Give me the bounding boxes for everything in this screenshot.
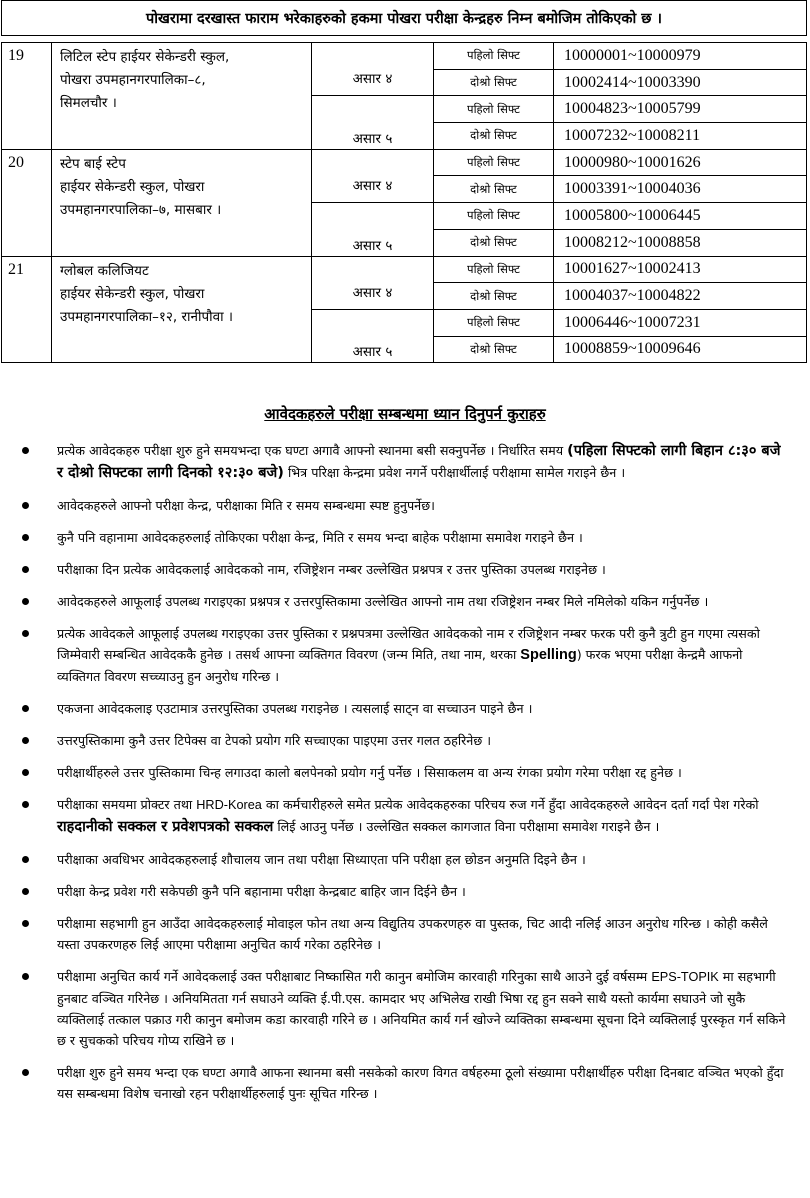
bullet-icon <box>22 856 29 863</box>
exam-date: असार ५ <box>312 96 434 149</box>
shift-name: दोश्रो सिफ्ट <box>434 336 554 363</box>
center-number: 19 <box>2 43 52 150</box>
bullet-icon <box>22 598 29 605</box>
instruction-text: प्रत्येक आवेदकले आफूलाई उपलब्ध गराइएका उत्तर पुस्तिका र प्रश्नपत्रमा उल्लेखित आवेदकको नाम र रजिष्ट्रेशन नम्बर फरक परी कुनै त्रुटी हुन गएमा त्यसको जिम्मेवारी सम्बन्धित आवेदककै हुनेछ । तसर्थ आफ्ना व्यक्तिगत विवरण (जन्म मिति, तथा नाम, थरका <box>57 626 760 662</box>
instruction-text: परीक्षामा सहभागी हुन आउँदा आवेदकहरुलाई मोवाइल फोन तथा अन्य विद्युतिय उपकरणहरु वा पुस्तक, चिट आदी नलिई आउन अनुरोध गरिन्छ । कोही कसैले यस्ता उपकरणहरु लिई आएमा परीक्षामा अनुचित कार्य गरेका ठहरिनेछ । <box>57 916 768 952</box>
instruction-text: लिई आउनु पर्नेछ । उल्लेखित सक्कल कागजात विना परीक्षामा समावेश गराइने छैन । <box>273 819 660 834</box>
bullet-icon <box>22 888 29 895</box>
instruction-item <box>0 591 810 612</box>
center-name <box>52 256 312 363</box>
center-name-line: पोखरा उपमहानगरपालिका–८, <box>60 72 206 88</box>
center-number: 21 <box>2 256 52 363</box>
shift-name: दोश्रो सिफ्ट <box>434 283 554 310</box>
instruction-text: परीक्षामा अनुचित कार्य गर्ने आवेदकलाई उक्त परीक्षाबाट निष्कासित गरी कानुन बमोजिम कारवाही गरिनुका साथै आउने दुई वर्षसम्म <box>57 969 652 984</box>
exam-date: असार ४ <box>312 43 434 96</box>
exam-date: असार ५ <box>312 203 434 256</box>
instruction-text: परीक्षा शुरु हुने समय भन्दा एक घण्टा अगावै आफना स्थानमा बसी नसकेको कारण विगत वर्षहरुमा ठूलो संख्यामा परीक्षार्थीहरु परीक्षा दिनबाट वञ्चित भएको हुँदा यस सम्बन्धमा विशेष चनाखो रहन परीक्षार्थीहरुलाई पुनः सूचित गरिन्छ । <box>57 1065 784 1101</box>
instruction-text: EPS-TOPIK <box>651 970 719 984</box>
center-name-line: ग्लोबल कलिजियट <box>60 262 149 279</box>
shift-name: पहिलो सिफ्ट <box>434 309 554 336</box>
instruction-text: आवेदकहरुले आफ्नो परीक्षा केन्द्र, परीक्षाका मिति र समय सम्बन्धमा स्पष्ट हुनुपर्नेछ। <box>57 498 435 513</box>
shift-name: पहिलो सिफ्ट <box>434 43 554 70</box>
instruction-text: प्रत्येक आवेदकहरु परीक्षा शुरु हुने समयभन्दा एक घण्टा अगावै आफ्नो स्थानमा बसी सक्नुपर्नेछ । निर्धारित समय <box>57 443 568 458</box>
instruction-text: HRD-Korea <box>196 798 262 812</box>
exam-date: असार ५ <box>312 309 434 362</box>
instruction-item <box>0 440 810 484</box>
table-row <box>2 43 807 70</box>
shift-name: पहिलो सिफ्ट <box>434 96 554 123</box>
center-name-line: हाईयर सेकेन्डरी स्कुल, पोखरा <box>60 178 205 195</box>
bullet-icon <box>22 737 29 744</box>
instruction-text: परीक्षाका दिन प्रत्येक आवेदकलाई आवेदकको नाम, रजिष्ट्रेशन नम्बर उल्लेखित प्रश्नपत्र र उत्तर पुस्तिका उपलब्ध गराइनेछ । <box>57 562 606 577</box>
instruction-text: परीक्षार्थीहरुले उत्तर पुस्तिकामा चिन्ह लगाउदा कालो बलपेनको प्रयोग गर्नु पर्नेछ । सिसाकलम वा अन्य रंगका प्रयोग गरेमा परीक्षा रद्द हुनेछ । <box>57 765 682 780</box>
exam-date: असार ४ <box>312 149 434 202</box>
bullet-icon <box>22 769 29 776</box>
roll-range: 10008859~10009646 <box>554 336 807 363</box>
exam-date: असार ४ <box>312 256 434 309</box>
instruction-text: का कर्मचारीहरुले समेत प्रत्येक आवेदकहरुका परिचय रुज गर्ने हुँदा आवेदकहरुले आवेदन दर्ता गर्दा पेश गरेको <box>261 797 759 812</box>
instruction-item <box>0 881 810 902</box>
instruction-text: कुनै पनि वहानामा आवेदकहरुलाई तोकिएका परीक्षा केन्द्र, मिति र समय भन्दा बाहेक परीक्षामा समावेश गराइने छैन । <box>57 530 583 545</box>
bullet-icon <box>22 534 29 541</box>
roll-range: 10004823~10005799 <box>554 96 807 123</box>
instruction-item <box>0 849 810 870</box>
instruction-text: एकजना आवेदकलाइ एउटामात्र उत्तरपुस्तिका उपलब्ध गराइनेछ । त्यसलाई साट्न वा सच्चाउन पाइने छैन । <box>57 701 533 716</box>
table-row <box>2 149 807 176</box>
center-number: 20 <box>2 149 52 256</box>
shift-name: दोश्रो सिफ्ट <box>434 229 554 256</box>
instruction-text: भित्र परिक्षा केन्द्रमा प्रवेश नगर्ने परीक्षार्थीलाई परीक्षामा सामेल गराइने छैन । <box>283 465 626 480</box>
instruction-item <box>0 730 810 751</box>
instruction-text: आवेदकहरुले आफूलाई उपलब्ध गराइएका प्रश्नपत्र र उत्तरपुस्तिकामा उल्लेखित आफ्नो नाम तथा रजिष्ट्रेशन नम्बर मिले नमिलेको यकिन गर्नुपर्नेछ । <box>57 594 709 609</box>
roll-range: 10002414~10003390 <box>554 69 807 96</box>
table-row <box>2 256 807 283</box>
instruction-text: मा सहभागी हुनबाट वञ्चित गरिनेछ । अनियमितता गर्न सघाउने व्यक्ति ई.पी.एस. कामदार भए अभिलेख राखी भिषा रद्द हुन सक्ने साथै यस्तो कार्यमा सघाउने जो सुकै व्यक्तिलाई तत्काल पक्राउ गरी कानुन बमोजम कडा कारवाही गरिने छ । अनियमित कार्य गर्न खोज्ने व्यक्तिका सम्बन्धमा सूचना दिने व्यक्तिलाई पुरस्कृत गर्न सकिने छ र सुचकको परिचय गोप्य राखिने छ । <box>57 969 786 1048</box>
center-name-line: उपमहानगरपालिका–१२, रानीपौवा । <box>60 308 234 325</box>
roll-range: 10001627~10002413 <box>554 256 807 283</box>
instruction-item <box>0 559 810 580</box>
center-name-line: उपमहानगरपालिका–७, मासबार । <box>60 201 222 218</box>
bullet-icon <box>22 447 29 454</box>
instruction-item <box>0 913 810 955</box>
instruction-item <box>0 762 810 783</box>
instruction-item <box>0 527 810 548</box>
instructions-list <box>0 440 810 1115</box>
instruction-emphasis: Spelling <box>520 647 577 663</box>
instruction-emphasis: राहदानीको सक्कल र प्रवेशपत्रको सक्कल <box>57 819 274 835</box>
bullet-icon <box>22 973 29 980</box>
bullet-icon <box>22 705 29 712</box>
bullet-icon <box>22 630 29 637</box>
instruction-text: परीक्षा केन्द्र प्रवेश गरी सकेपछी कुनै पनि बहानामा परीक्षा केन्द्रबाट बाहिर जान दिईने छैन । <box>57 884 466 899</box>
bullet-icon <box>22 502 29 509</box>
bullet-icon <box>22 566 29 573</box>
shift-name: दोश्रो सिफ्ट <box>434 176 554 203</box>
roll-range: 10000980~10001626 <box>554 149 807 176</box>
instruction-text: परीक्षाका समयमा प्रोक्टर तथा <box>57 797 197 812</box>
shift-name: दोश्रो सिफ्ट <box>434 123 554 150</box>
header-banner <box>1 0 807 36</box>
shift-name: पहिलो सिफ्ट <box>434 149 554 176</box>
instruction-text: परीक्षाका अवधिभर आवेदकहरुलाई शौचालय जान तथा परीक्षा सिध्याएता पनि परीक्षा हल छोडन अनुमति दिइने छैन । <box>57 852 586 867</box>
center-name-line: हाईयर सेकेन्डरी स्कुल, पोखरा <box>60 285 205 302</box>
roll-range: 10000001~10000979 <box>554 43 807 70</box>
instruction-emphasis: (पहिला सिफ्टको लागी बिहान ८:३० बजे र दोश्रो सिफ्टका लागी दिनको १२:३० बजे) <box>57 443 781 481</box>
instruction-item <box>0 698 810 719</box>
shift-name: पहिलो सिफ्ट <box>434 203 554 230</box>
instruction-item <box>0 794 810 838</box>
center-name-line: लिटिल स्टेप हाईयर सेकेन्डरी स्कुल, <box>60 49 230 65</box>
exam-center-table <box>1 42 807 363</box>
center-name <box>52 43 312 150</box>
bullet-icon <box>22 920 29 927</box>
bullet-icon <box>22 1069 29 1076</box>
center-name <box>52 149 312 256</box>
instructions-heading <box>0 404 810 424</box>
roll-range: 10008212~10008858 <box>554 229 807 256</box>
instruction-item <box>0 495 810 516</box>
bullet-icon <box>22 801 29 808</box>
roll-range: 10004037~10004822 <box>554 283 807 310</box>
header-title: पोखरामा दरखास्त फाराम भरेकाहरुको हकमा पोखरा परीक्षा केन्द्रहरु निम्न बमोजिम तोकिएको छ । <box>146 11 662 27</box>
shift-name: पहिलो सिफ्ट <box>434 256 554 283</box>
roll-range: 10007232~10008211 <box>554 123 807 150</box>
roll-range: 10003391~10004036 <box>554 176 807 203</box>
roll-range: 10005800~10006445 <box>554 203 807 230</box>
instruction-item <box>0 623 810 687</box>
center-name-line: सिमलचौर । <box>60 95 117 111</box>
instructions-title: आवेदकहरुले परीक्षा सम्बन्धमा ध्यान दिनुपर्न कुराहरु <box>264 405 546 423</box>
instruction-text: ) फरक भएमा परीक्षा केन्द्रमै आफनो व्यक्तिगत विवरण सच्च्याउनु हुन अनुरोध गरिन्छ । <box>57 647 743 684</box>
center-name-line: स्टेप बाई स्टेप <box>60 155 126 172</box>
roll-range: 10006446~10007231 <box>554 309 807 336</box>
shift-name: दोश्रो सिफ्ट <box>434 69 554 96</box>
instruction-item <box>0 1062 810 1104</box>
instruction-item <box>0 966 810 1051</box>
instruction-text: उत्तरपुस्तिकामा कुनै उत्तर टिपेक्स वा टेपको प्रयोग गरि सच्चाएका पाइएमा उत्तर गलत ठहरिनेछ । <box>57 733 492 748</box>
